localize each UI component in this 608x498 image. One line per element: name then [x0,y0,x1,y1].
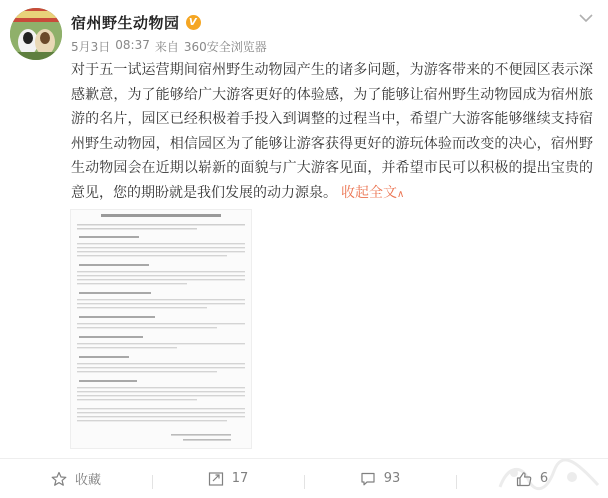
post-body [71,58,593,208]
author-name[interactable]: 宿州野生动物园 [71,14,180,32]
post-source-prefix: 来自 [154,40,179,54]
post-source: 360安全浏览器 [183,40,267,54]
favorite-label: 收藏 [74,473,101,488]
collapse-label: 收起全文 [341,184,397,201]
verified-badge: V [186,15,201,30]
document-thumbnail [71,210,251,448]
avatar-image [10,8,62,60]
post-time[interactable]: 08:37 [115,38,150,52]
comment-button[interactable] [304,471,456,487]
post-meta [71,38,267,55]
comment-icon [360,471,376,487]
post-body-text: 对于五一试运营期间宿州野生动物园产生的诸多问题，为游客带来的不便园区表示深感歉意，为了能够给广大游客更好的体验感，为了能够让宿州野生动物园成为宿州旅游的名片，园区已经积极着手投入到调整的过程当中，希望广大游客能够继续支持宿州野生动物园，相信园区为了能够让游客获得更好的游玩体验而改变的决心，宿州野生动物园会在近期以崭新的面貌与广大游客见面，并希望市民可以积极的提出宝贵的意见，您的期盼就是我们发展的动力源泉。 [71,62,593,201]
watermark-logo [494,459,604,495]
like-count: 6 [539,471,549,486]
post-date[interactable]: 5月3日 [71,40,111,54]
collapse-full-text-link[interactable] [341,185,404,201]
favorite-button[interactable] [0,469,152,488]
post-author[interactable] [71,12,201,33]
avatar[interactable] [10,8,62,60]
attached-document-image[interactable] [70,209,252,449]
star-icon [51,471,67,487]
chevron-down-icon[interactable] [578,12,594,24]
repost-icon [208,471,224,487]
repost-count: 17 [231,471,249,486]
comment-count: 93 [383,471,401,486]
collapse-arrow-icon: ∧ [397,188,405,200]
repost-button[interactable] [152,471,304,487]
